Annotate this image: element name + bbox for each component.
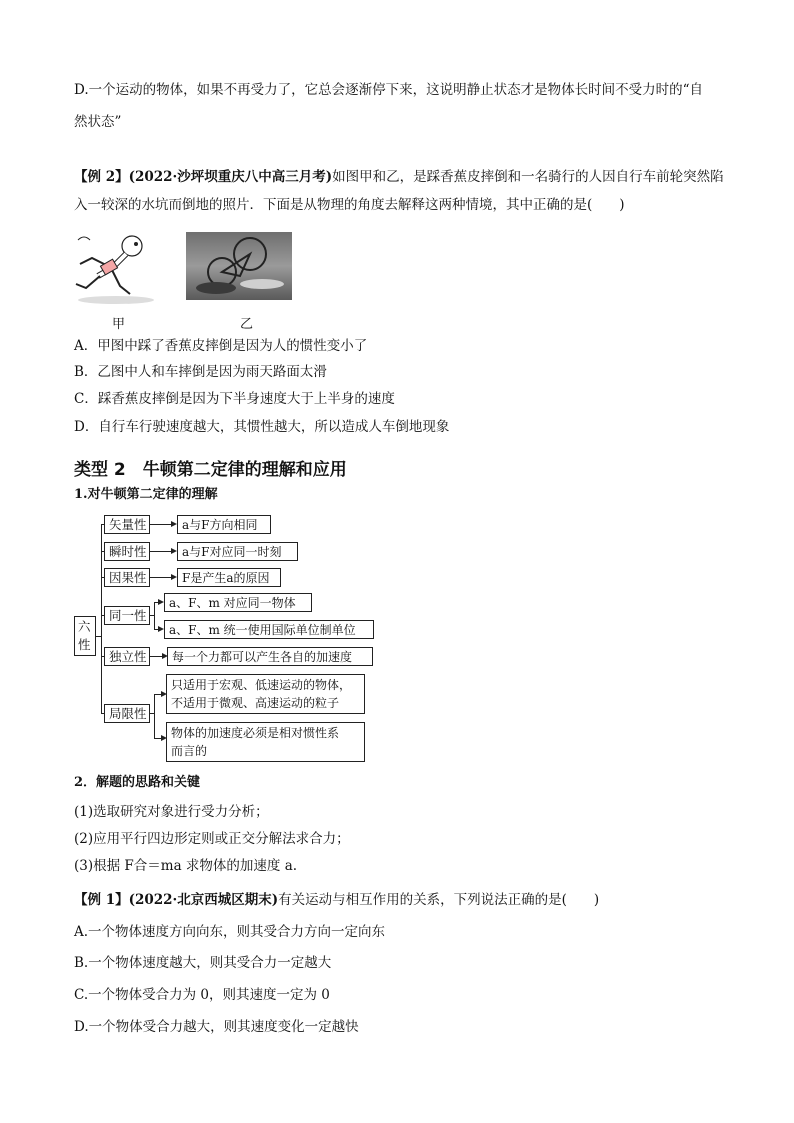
example2-option-d: D．自行车行驶速度越大，其惯性越大，所以造成人车倒地现象 — [74, 419, 450, 435]
example2-stem-text: 如图甲和乙，是踩香蕉皮摔倒和一名骑行的人因自行车前轮突然陷 — [332, 169, 724, 185]
section-title: 类型 2 牛顿第二定律的理解和应用 — [74, 460, 347, 480]
example2-option-a: A．甲图中踩了香蕉皮摔倒是因为人的惯性变小了 — [74, 338, 368, 354]
desc-limitation-b-line1: 物体的加速度必须是相对惯性系 — [171, 726, 340, 740]
option-d-line2: 然状态” — [74, 114, 122, 130]
desc-limitation-b-line2: 而言的 — [171, 744, 208, 758]
example2-stem-line2: 入一较深的水坑而倒地的照片．下面是从物理的角度去解释这两种情境，其中正确的是( ) — [74, 197, 625, 213]
example2-option-c: C．踩香蕉皮摔倒是因为下半身速度大于上半身的速度 — [74, 391, 395, 407]
step-3: (3)根据 F合＝ma 求物体的加速度 a. — [74, 858, 298, 874]
node-identity: 同一性 — [104, 606, 150, 625]
step-2: (2)应用平行四边形定则或正交分解法求合力； — [74, 831, 350, 847]
example1-stem — [74, 890, 599, 912]
section-sub1: 1.对牛顿第二定律的理解 — [74, 487, 218, 502]
node-independence: 独立性 — [104, 647, 150, 666]
section-sub2: 2．解题的思路和关键 — [74, 775, 201, 790]
node-causality: 因果性 — [104, 568, 150, 587]
caption-jia: 甲 — [112, 317, 126, 332]
example1-source: (2022·北京西城区期末) — [128, 892, 279, 908]
desc-vector: a与F方向相同 — [177, 515, 271, 534]
desc-identity-a: a、F、m 对应同一物体 — [164, 593, 312, 612]
desc-limitation-a — [166, 674, 365, 714]
example2-source: (2022·沙坪坝重庆八中高三月考) — [128, 169, 333, 185]
example1-option-a: A.一个物体速度方向向东，则其受合力方向一定向东 — [74, 924, 386, 940]
node-instantaneous: 瞬时性 — [104, 542, 150, 561]
example1-option-d: D.一个物体受合力越大，则其速度变化一定越快 — [74, 1019, 359, 1035]
desc-limitation-a-line1: 只适用于宏观、低速运动的物体， — [171, 678, 352, 692]
example2-stem-line1 — [74, 167, 724, 189]
node-limitation: 局限性 — [104, 704, 150, 723]
caption-yi: 乙 — [240, 317, 254, 332]
desc-instantaneous: a与F对应同一时刻 — [177, 542, 298, 561]
node-vector: 矢量性 — [104, 515, 150, 534]
option-d-line1: D.一个运动的物体，如果不再受力了，它总会逐渐停下来，这说明静止状态才是物体长时间不受力时的“自 — [74, 82, 704, 98]
desc-causality: F是产生a的原因 — [177, 568, 281, 587]
banana-slip-illustration — [68, 228, 160, 308]
diagram-root: 六性 — [74, 616, 96, 656]
desc-limitation-b — [166, 722, 365, 762]
bicycle-crash-photo — [186, 232, 292, 300]
example2-tag: 【例 2】 — [74, 169, 129, 185]
example1-tag: 【例 1】 — [74, 892, 129, 908]
desc-identity-b: a、F、m 统一使用国际单位制单位 — [164, 620, 374, 639]
example1-stem-text: 有关运动与相互作用的关系，下列说法正确的是( ) — [278, 892, 600, 908]
example2-option-b: B．乙图中人和车摔倒是因为雨天路面太滑 — [74, 364, 327, 380]
desc-independence: 每一个力都可以产生各自的加速度 — [167, 647, 373, 666]
step-1: (1)选取研究对象进行受力分析； — [74, 804, 269, 820]
desc-limitation-a-line2: 不适用于微观、高速运动的粒子 — [171, 696, 340, 710]
example1-option-c: C.一个物体受合力为 0，则其速度一定为 0 — [74, 987, 330, 1003]
example1-option-b: B.一个物体速度越大，则其受合力一定越大 — [74, 955, 332, 971]
